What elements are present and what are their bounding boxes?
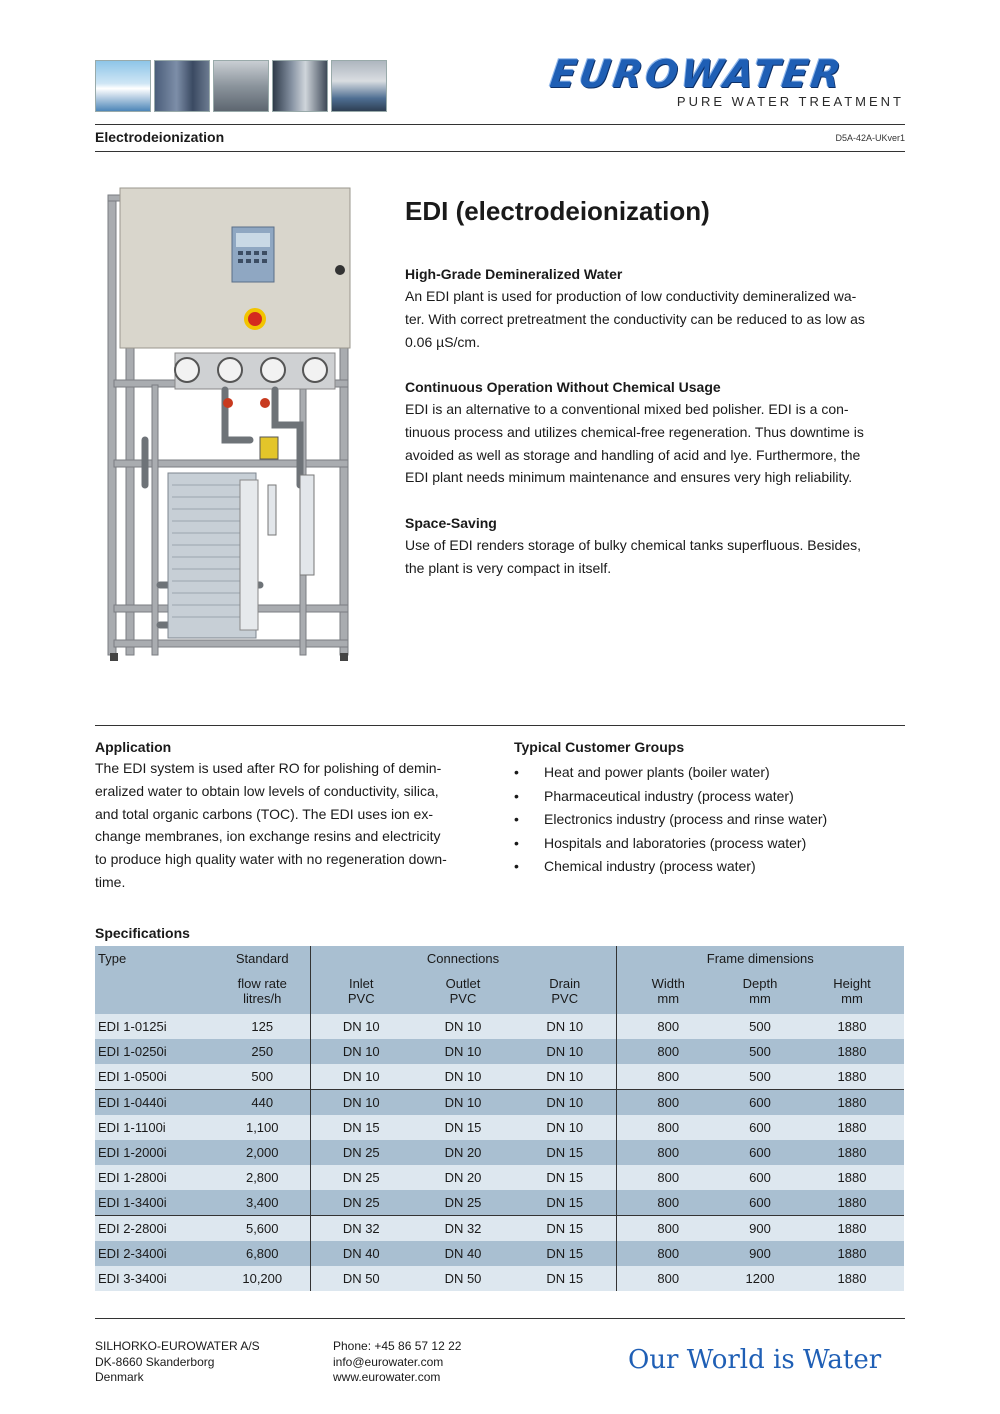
table-row	[95, 1216, 904, 1242]
table-cell: DN 15	[412, 1115, 514, 1140]
section-heading: Continuous Operation Without Chemical Usage	[405, 379, 721, 395]
header-standard: Standard	[215, 946, 310, 970]
table-cell: DN 40	[310, 1241, 412, 1266]
table-cell: 600	[720, 1190, 800, 1216]
customer-groups-section	[514, 737, 904, 879]
table-cell: DN 10	[412, 1014, 514, 1039]
table-cell: 900	[720, 1216, 800, 1242]
header-cell: flow rate	[215, 970, 310, 991]
table-cell: 800	[616, 1216, 720, 1242]
list-item: • Electronics industry (process and rinse water)	[514, 808, 904, 832]
table-row	[95, 1115, 904, 1140]
header-connections: Connections	[310, 946, 616, 970]
header-thumbnails	[95, 60, 387, 112]
table-cell: 1880	[800, 1064, 904, 1090]
brand-name: EUROWATER	[547, 52, 847, 96]
table-cell: EDI 1-1100i	[95, 1115, 215, 1140]
table-cell: 500	[720, 1039, 800, 1064]
table-cell: 600	[720, 1090, 800, 1116]
table-cell: 600	[720, 1115, 800, 1140]
header-cell: PVC	[412, 991, 514, 1014]
table-cell: DN 10	[412, 1039, 514, 1064]
table-cell: DN 15	[514, 1216, 616, 1242]
table-cell: 1880	[800, 1014, 904, 1039]
section-line: ter. With correct pretreatment the conductivity can be reduced to as low as	[405, 310, 865, 327]
table-cell: 125	[215, 1014, 310, 1039]
table-cell: DN 10	[412, 1090, 514, 1116]
table-cell: 800	[616, 1115, 720, 1140]
table-cell: DN 15	[514, 1266, 616, 1291]
section-heading: High-Grade Demineralized Water	[405, 266, 623, 282]
table-cell: DN 10	[310, 1064, 412, 1090]
main-title: EDI (electrodeionization)	[405, 196, 710, 226]
table-cell: 1880	[800, 1190, 904, 1216]
table-cell: 500	[720, 1014, 800, 1039]
contact-phone: Phone: +45 86 57 12 22	[333, 1339, 462, 1353]
table-cell: 800	[616, 1090, 720, 1116]
header-cell: mm	[616, 991, 720, 1014]
table-cell: 3,400	[215, 1190, 310, 1216]
table-cell: DN 15	[514, 1165, 616, 1190]
table-cell: EDI 1-2800i	[95, 1165, 215, 1190]
application-line: time.	[95, 873, 126, 890]
table-header-row	[95, 991, 904, 1014]
workers-thumbnail	[331, 60, 387, 112]
footer-rule	[95, 1318, 905, 1319]
table-cell: 250	[215, 1039, 310, 1064]
section-line: EDI is an alternative to a conventional mixed bed polisher. EDI is a con-	[405, 401, 849, 417]
header-empty	[95, 970, 215, 991]
table-cell: DN 25	[310, 1140, 412, 1165]
table-cell: EDI 3-3400i	[95, 1266, 215, 1291]
company-city: DK-8660 Skanderborg	[95, 1354, 215, 1369]
table-cell: 800	[616, 1064, 720, 1090]
table-cell: DN 15	[310, 1115, 412, 1140]
application-line: to produce high quality water with no regeneration down-	[95, 851, 447, 868]
table-cell: DN 15	[514, 1190, 616, 1216]
table-row	[95, 1039, 904, 1064]
table-cell: 800	[616, 1140, 720, 1165]
header-type: Type	[95, 946, 215, 970]
section-line: Use of EDI renders storage of bulky chemical tanks superfluous. Besides,	[405, 537, 861, 553]
section-line: 0.06 µS/cm.	[405, 333, 480, 350]
table-cell: 1880	[800, 1039, 904, 1064]
table-cell: 900	[720, 1241, 800, 1266]
header-cell: mm	[720, 991, 800, 1014]
contact-website[interactable]: www.eurowater.com	[333, 1370, 441, 1384]
tanks-thumbnail	[154, 60, 210, 112]
customer-groups-list	[514, 761, 904, 879]
section-line: An EDI plant is used for production of low conductivity demineralized wa-	[405, 288, 857, 304]
table-cell: EDI 1-0125i	[95, 1014, 215, 1039]
header-rule-bottom	[95, 151, 905, 152]
list-item: • Chemical industry (process water)	[514, 855, 904, 879]
table-row	[95, 1165, 904, 1190]
table-cell: DN 50	[412, 1266, 514, 1291]
table-row	[95, 1014, 904, 1039]
table-row	[95, 1190, 904, 1216]
table-cell: DN 10	[310, 1014, 412, 1039]
header-cell: Drain	[514, 970, 616, 991]
table-cell: 1880	[800, 1140, 904, 1165]
equipment-thumbnail	[272, 60, 328, 112]
table-cell: DN 20	[412, 1140, 514, 1165]
table-row	[95, 1266, 904, 1291]
table-cell: 1880	[800, 1241, 904, 1266]
table-cell: 800	[616, 1165, 720, 1190]
table-cell: DN 10	[310, 1039, 412, 1064]
table-row	[95, 1241, 904, 1266]
header-cell: mm	[800, 991, 904, 1014]
header-cell: Width	[616, 970, 720, 991]
table-cell: DN 10	[514, 1039, 616, 1064]
section-line: tinuous process and utilizes chemical-free regeneration. Thus downtime is	[405, 423, 864, 440]
application-line: eralized water to obtain low levels of conductivity, silica,	[95, 782, 439, 799]
specifications-heading: Specifications	[95, 925, 190, 941]
section-line: avoided as well as storage and handling of acid and lye. Furthermore, the	[405, 446, 861, 463]
table-cell: 500	[720, 1064, 800, 1090]
table-cell: 800	[616, 1039, 720, 1064]
table-cell: 800	[616, 1014, 720, 1039]
header-cell: PVC	[310, 991, 412, 1014]
table-row	[95, 1140, 904, 1165]
header-rule-top	[95, 124, 905, 125]
table-cell: 600	[720, 1165, 800, 1190]
header-cell: PVC	[514, 991, 616, 1014]
application-heading: Application	[95, 739, 172, 755]
table-cell: DN 10	[514, 1115, 616, 1140]
brand-logo	[547, 52, 908, 109]
footer-slogan: Our World is Water	[628, 1345, 882, 1375]
table-cell: DN 32	[310, 1216, 412, 1242]
section-continuous-operation	[405, 376, 905, 489]
header-empty	[95, 991, 215, 1014]
table-cell: DN 50	[310, 1266, 412, 1291]
table-cell: 440	[215, 1090, 310, 1116]
table-cell: 800	[616, 1190, 720, 1216]
table-cell: 1880	[800, 1115, 904, 1140]
footer-company	[95, 1339, 260, 1386]
table-cell: DN 10	[514, 1014, 616, 1039]
table-row	[95, 1064, 904, 1090]
doc-title: Electrodeionization	[95, 129, 225, 145]
table-cell: DN 25	[310, 1190, 412, 1216]
table-cell: 6,800	[215, 1241, 310, 1266]
iceberg-thumbnail	[95, 60, 151, 112]
table-header-row	[95, 946, 904, 970]
table-cell: DN 40	[412, 1241, 514, 1266]
section-space-saving	[405, 512, 905, 580]
header-cell: Depth	[720, 970, 800, 991]
table-row	[95, 1090, 904, 1116]
specifications-table	[95, 946, 904, 1291]
application-line: change membranes, ion exchange resins and electricity	[95, 828, 441, 845]
application-line: and total organic carbons (TOC). The EDI uses ion ex-	[95, 805, 433, 822]
table-cell: 10,200	[215, 1266, 310, 1291]
table-cell: 500	[215, 1064, 310, 1090]
brand-tagline: PURE WATER TREATMENT	[676, 94, 904, 109]
table-cell: DN 10	[514, 1090, 616, 1116]
table-header-row	[95, 970, 904, 991]
table-cell: DN 15	[514, 1241, 616, 1266]
list-item: • Hospitals and laboratories (process water)	[514, 832, 904, 856]
table-cell: EDI 2-2800i	[95, 1216, 215, 1242]
table-cell: DN 15	[514, 1140, 616, 1165]
table-cell: DN 32	[412, 1216, 514, 1242]
company-name: SILHORKO-EUROWATER A/S	[95, 1339, 260, 1353]
table-cell: 5,600	[215, 1216, 310, 1242]
table-cell: 2,800	[215, 1165, 310, 1190]
table-cell: DN 25	[310, 1165, 412, 1190]
customer-groups-heading: Typical Customer Groups	[514, 739, 685, 755]
table-cell: 800	[616, 1266, 720, 1291]
table-cell: DN 10	[412, 1064, 514, 1090]
table-cell: DN 25	[412, 1190, 514, 1216]
section-heading: Space-Saving	[405, 515, 497, 531]
table-cell: EDI 1-0250i	[95, 1039, 215, 1064]
table-cell: DN 10	[514, 1064, 616, 1090]
table-cell: 1880	[800, 1266, 904, 1291]
table-cell: 600	[720, 1140, 800, 1165]
edi-plant-photo	[100, 185, 365, 665]
table-cell: DN 20	[412, 1165, 514, 1190]
section-demineralized	[405, 263, 905, 353]
doc-code: D5A-42A-UKver1	[835, 133, 905, 143]
table-cell: 800	[616, 1241, 720, 1266]
table-cell: 1880	[800, 1216, 904, 1242]
list-item: • Pharmaceutical industry (process water)	[514, 785, 904, 809]
table-cell: EDI 1-3400i	[95, 1190, 215, 1216]
header-cell: Outlet	[412, 970, 514, 991]
header-frame-dimensions: Frame dimensions	[616, 946, 904, 970]
header-cell: Height	[800, 970, 904, 991]
section-line: EDI plant needs minimum maintenance and ensures very high reliability.	[405, 469, 853, 486]
table-cell: EDI 1-0500i	[95, 1064, 215, 1090]
table-cell: 1880	[800, 1090, 904, 1116]
contact-email[interactable]: info@eurowater.com	[333, 1354, 444, 1369]
section-divider	[95, 725, 905, 726]
table-cell: EDI 1-2000i	[95, 1140, 215, 1165]
table-cell: 1880	[800, 1165, 904, 1190]
table-cell: DN 10	[310, 1090, 412, 1116]
footer-contact	[333, 1339, 461, 1386]
application-line: The EDI system is used after RO for polishing of demin-	[95, 760, 442, 776]
table-cell: 1200	[720, 1266, 800, 1291]
section-line: the plant is very compact in itself.	[405, 559, 612, 576]
table-cell: EDI 2-3400i	[95, 1241, 215, 1266]
header-cell: litres/h	[215, 991, 310, 1014]
table-cell: 2,000	[215, 1140, 310, 1165]
table-cell: EDI 1-0440i	[95, 1090, 215, 1116]
plant-thumbnail	[213, 60, 269, 112]
header-cell: Inlet	[310, 970, 412, 991]
list-item: • Heat and power plants (boiler water)	[514, 761, 904, 785]
application-section	[95, 737, 480, 894]
table-cell: 1,100	[215, 1115, 310, 1140]
company-country: Denmark	[95, 1370, 144, 1384]
